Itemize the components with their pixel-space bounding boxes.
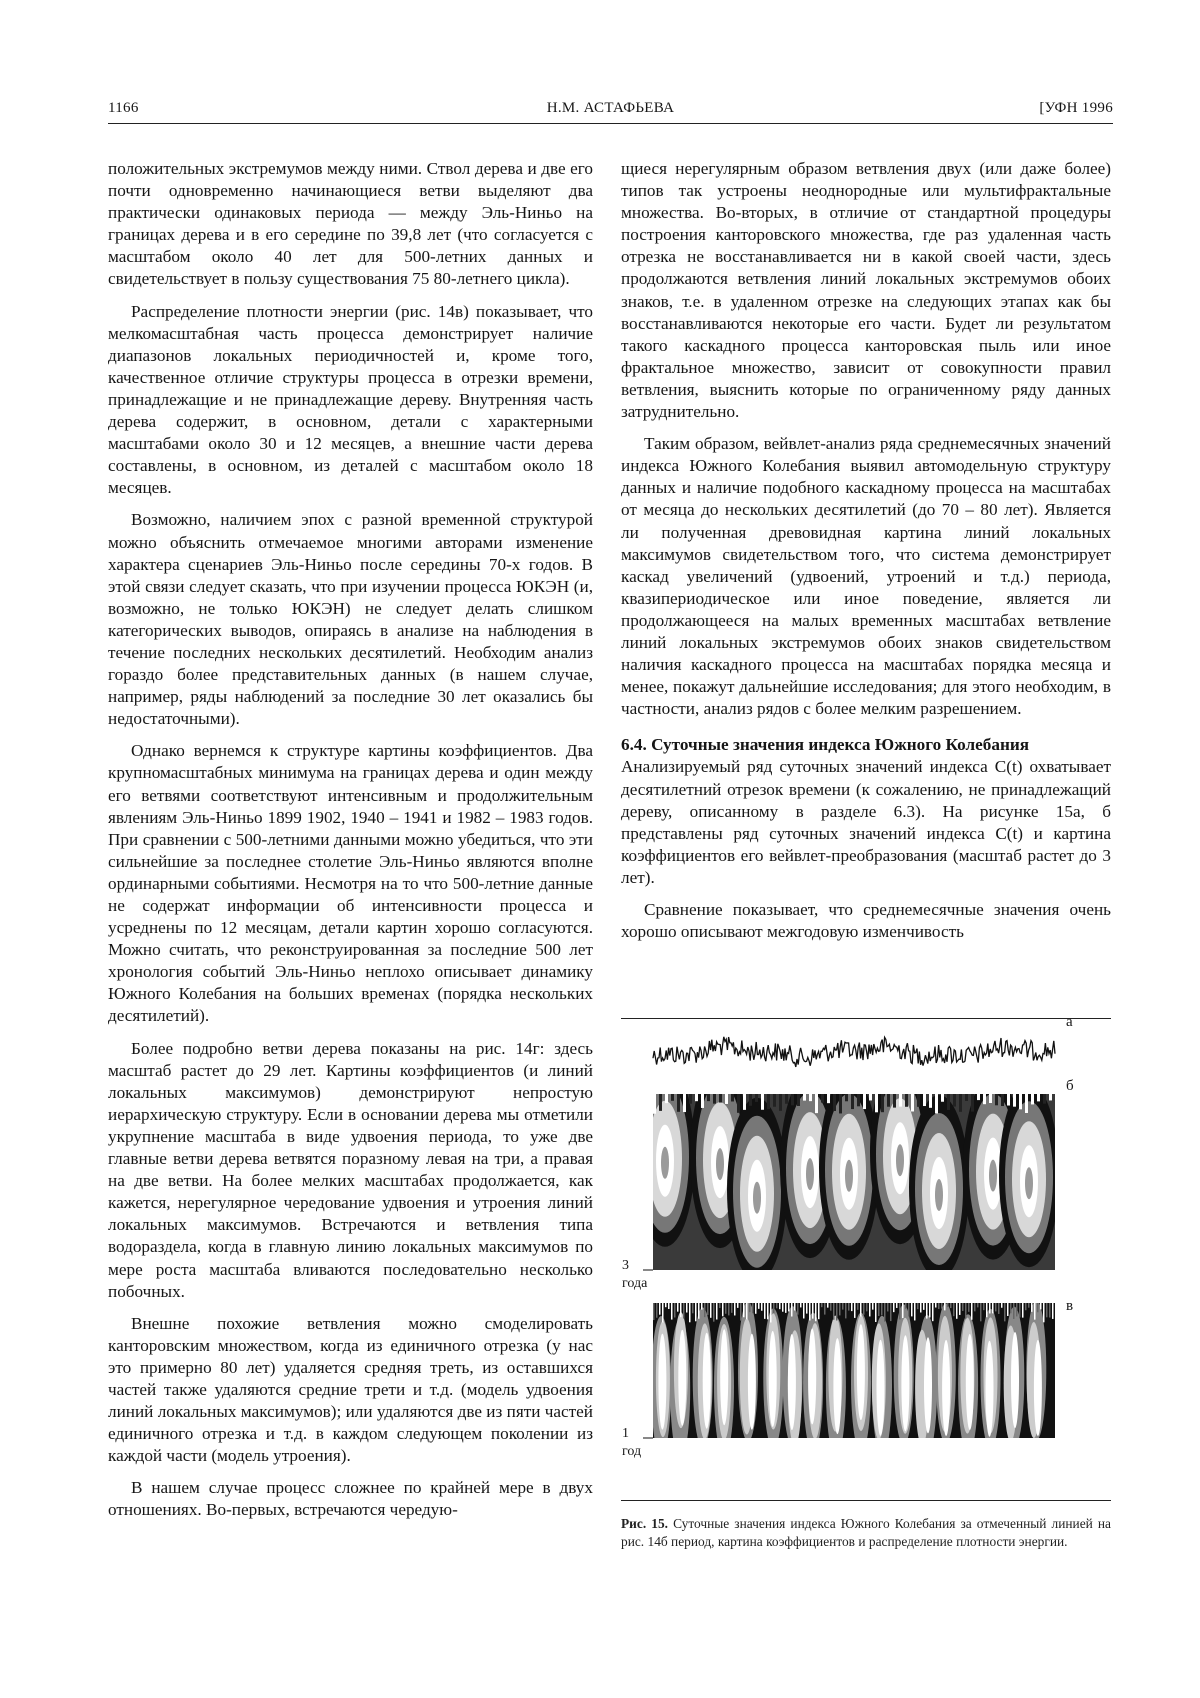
- scale-unit-years: года: [622, 1276, 648, 1291]
- energy-fine-detail: [938, 1303, 940, 1309]
- energy-density-contour: [966, 1334, 974, 1430]
- coefficient-fine-detail: [947, 1094, 950, 1110]
- energy-fine-detail: [971, 1303, 973, 1320]
- energy-fine-detail: [956, 1303, 958, 1319]
- figure-graphics: [621, 1020, 1111, 1510]
- coefficient-fine-detail: [899, 1094, 902, 1107]
- running-header: [108, 100, 1113, 124]
- energy-fine-detail: [875, 1303, 877, 1322]
- coefficient-fine-detail: [695, 1094, 698, 1101]
- coefficient-fine-detail: [893, 1094, 896, 1108]
- energy-fine-detail: [1043, 1303, 1045, 1322]
- energy-fine-detail: [884, 1303, 886, 1322]
- energy-fine-detail: [818, 1303, 820, 1319]
- energy-fine-detail: [980, 1303, 982, 1321]
- section-heading: 6.4. Суточные значения индекса Южного Колебания: [621, 735, 1030, 755]
- energy-fine-detail: [719, 1303, 721, 1308]
- energy-density-contour: [720, 1329, 728, 1425]
- energy-fine-detail: [686, 1303, 688, 1313]
- energy-density-contour: [986, 1341, 994, 1437]
- energy-fine-detail: [785, 1303, 787, 1313]
- energy-fine-detail: [1007, 1303, 1009, 1316]
- energy-density-contour: [748, 1334, 756, 1430]
- coefficient-fine-detail: [677, 1094, 680, 1112]
- energy-fine-detail: [1004, 1303, 1006, 1321]
- coefficient-fine-detail: [977, 1094, 980, 1100]
- energy-fine-detail: [941, 1303, 943, 1309]
- paragraph: Сравнение показывает, что среднемесячные значения очень хорошо описывают межгодовую изменчивость: [621, 900, 1111, 942]
- energy-fine-detail: [932, 1303, 934, 1321]
- energy-fine-detail: [917, 1303, 919, 1309]
- energy-fine-detail: [863, 1303, 865, 1315]
- energy-density-contour: [1011, 1332, 1019, 1428]
- energy-fine-detail: [1049, 1303, 1051, 1318]
- energy-fine-detail: [845, 1303, 847, 1318]
- coefficient-fine-detail: [983, 1094, 986, 1104]
- coefficient-contour: [935, 1179, 943, 1211]
- panel-label-c: в: [1066, 1298, 1074, 1314]
- wavelet-coefficients-image: [635, 1060, 1059, 1282]
- coefficient-fine-detail: [809, 1094, 812, 1101]
- energy-density-contour: [658, 1334, 666, 1430]
- energy-fine-detail: [944, 1303, 946, 1310]
- energy-fine-detail: [773, 1303, 775, 1313]
- energy-fine-detail: [1034, 1303, 1036, 1320]
- paragraph: Таким образом, вейвлет-анализ ряда среднемесячных значений индекса Южного Колебания выявил автомодельную структуру данных и наличие подобного каскадному процесса на масштабах от месяца до нескольких десятилетий (до 70 – 80 лет). Является ли полученная древовидная картина линий локальных максимумов свидетельством того, что система демонстрирует каскад увеличений (удвоений, утроений и т.д.) периода, квазипериодическое или иное поведение, является ли продолжающееся на малых временных масштабах ветвление линий локальных экстремумов обоих знаков свидетельством наличия каскадного процесса на масштабах порядка месяца и менее, покажут дальнейшие исследования; для этого необходим, в частности, анализ рядов с более мелким разрешением.: [621, 434, 1111, 719]
- energy-density-contour: [703, 1333, 711, 1429]
- coefficient-fine-detail: [731, 1094, 734, 1101]
- coefficient-fine-detail: [737, 1094, 740, 1113]
- coefficient-fine-detail: [725, 1094, 728, 1104]
- coefficient-fine-detail: [935, 1094, 938, 1113]
- coefficient-fine-detail: [671, 1094, 674, 1101]
- energy-fine-detail: [707, 1303, 709, 1315]
- energy-fine-detail: [665, 1303, 667, 1307]
- coefficient-fine-detail: [887, 1094, 890, 1107]
- energy-fine-detail: [794, 1303, 796, 1310]
- energy-fine-detail: [920, 1303, 922, 1312]
- figure-caption: [621, 1515, 1111, 1550]
- energy-fine-detail: [908, 1303, 910, 1316]
- energy-fine-detail: [995, 1303, 997, 1311]
- energy-fine-detail: [923, 1303, 925, 1310]
- paragraph: щиеся нерегулярным образом ветвления двух (или даже более) типов так устроены неоднородные или мультифрактальные множества. Во-вторых, в отличие от стандартной процедуры построения канторовского множества, где раз удаленная часть отрезка не восстанавливается ни в какой своей части, здесь продолжаются ветвления линий локальных экстремумов обоих знаков, т.е. в удаленном отрезке на следующих этапах как бы восстанавливаются некоторые его части. Будет ли результатом такого каскадного процесса канторовская пыль или иное фрактальное множество, зависит от совокупности правил ветвления, выяснить которые по ограниченному ряду данных затруднительно.: [621, 159, 1111, 422]
- figure-15: [621, 1014, 1111, 1530]
- energy-fine-detail: [1013, 1303, 1015, 1319]
- energy-fine-detail: [659, 1303, 661, 1315]
- daily-index-series: [653, 1037, 1055, 1067]
- energy-fine-detail: [1046, 1303, 1048, 1317]
- energy-fine-detail: [836, 1303, 838, 1321]
- energy-fine-detail: [881, 1303, 883, 1315]
- coefficient-fine-detail: [971, 1094, 974, 1112]
- energy-fine-detail: [1040, 1303, 1042, 1309]
- energy-fine-detail: [755, 1303, 757, 1314]
- energy-density-image: [651, 1300, 1055, 1459]
- energy-density-contour: [924, 1337, 932, 1433]
- coefficient-fine-detail: [1031, 1094, 1034, 1104]
- author-name: Н.М. АСТАФЬЕВА: [546, 100, 675, 116]
- energy-fine-detail: [1037, 1303, 1039, 1312]
- paragraph: Распределение плотности энергии (рис. 14в) показывает, что мелкомасштабная часть процесса демонстрирует наличие диапазонов локальных периодичностей и, кроме того, качественное отличие структуры процесса в отрезки времени, принадлежащие и не принадлежащие дереву. Внутренняя часть дерева содержит, в основном, детали с характерными масштабами около 30 и 12 месяцев, а внешние части дерева составлены, в основном, из деталей с масштабом около 18 месяцев.: [108, 301, 593, 498]
- energy-fine-detail: [728, 1303, 730, 1315]
- energy-fine-detail: [788, 1303, 790, 1311]
- energy-fine-detail: [674, 1303, 676, 1317]
- energy-density-contour: [901, 1335, 909, 1431]
- energy-density-contour: [877, 1340, 885, 1436]
- energy-fine-detail: [776, 1303, 778, 1308]
- energy-fine-detail: [815, 1303, 817, 1321]
- energy-fine-detail: [737, 1303, 739, 1308]
- coefficient-fine-detail: [761, 1094, 764, 1110]
- energy-fine-detail: [803, 1303, 805, 1318]
- energy-density-contour: [808, 1328, 816, 1424]
- energy-fine-detail: [1028, 1303, 1030, 1308]
- coefficient-fine-detail: [683, 1094, 686, 1112]
- coefficient-fine-detail: [779, 1094, 782, 1111]
- energy-fine-detail: [905, 1303, 907, 1309]
- energy-fine-detail: [968, 1303, 970, 1312]
- coefficient-fine-detail: [1037, 1094, 1040, 1101]
- coefficient-fine-detail: [953, 1094, 956, 1107]
- energy-fine-detail: [782, 1303, 784, 1312]
- energy-fine-detail: [671, 1303, 673, 1320]
- coefficient-contour: [896, 1144, 904, 1176]
- energy-fine-detail: [761, 1303, 763, 1311]
- energy-fine-detail: [710, 1303, 712, 1318]
- energy-fine-detail: [860, 1303, 862, 1316]
- caption-text: Суточные значения индекса Южного Колебания за отмеченный линией на рис. 14б период, картина коэффициентов и распределение плотности энергии.: [621, 1516, 1111, 1549]
- coefficient-fine-detail: [701, 1094, 704, 1108]
- coefficient-fine-detail: [1049, 1094, 1052, 1100]
- energy-fine-detail: [974, 1303, 976, 1311]
- coefficient-fine-detail: [821, 1094, 824, 1103]
- energy-density-contour: [833, 1338, 841, 1434]
- energy-fine-detail: [887, 1303, 889, 1311]
- energy-fine-detail: [869, 1303, 871, 1316]
- coefficient-fine-detail: [923, 1094, 926, 1106]
- energy-density-contour: [942, 1340, 950, 1436]
- coefficient-fine-detail: [755, 1094, 758, 1102]
- energy-fine-detail: [695, 1303, 697, 1321]
- coefficient-fine-detail: [713, 1094, 716, 1104]
- energy-fine-detail: [1010, 1303, 1012, 1313]
- coefficient-fine-detail: [743, 1094, 746, 1110]
- energy-fine-detail: [716, 1303, 718, 1319]
- right-column: [621, 158, 1111, 953]
- energy-fine-detail: [1025, 1303, 1027, 1310]
- energy-fine-detail: [800, 1303, 802, 1307]
- energy-fine-detail: [959, 1303, 961, 1315]
- coefficient-fine-detail: [995, 1094, 998, 1105]
- coefficient-fine-detail: [791, 1094, 794, 1105]
- coefficient-fine-detail: [929, 1094, 932, 1108]
- coefficient-fine-detail: [1025, 1094, 1028, 1113]
- coefficient-fine-detail: [767, 1094, 770, 1109]
- energy-fine-detail: [656, 1303, 658, 1318]
- paragraph: Однако вернемся к структуре картины коэффициентов. Два крупномасштабных минимума на границах дерева и один между его ветвями соответствуют интенсивным и продолжительным явлениям Эль-Ниньо 1899 1902, 1940 – 1941 и 1982 – 1983 годов. При сравнении с 500-летними данными можно убедиться, что эти сильнейшие за последнее столетие Эль-Ниньо являются вполне ординарными событиями. Несмотря на то что 500-летние данные не содержат информации об интенсивности процесса и усреднены по 12 месяцам, детали картин хорошо согласуются. Можно считать, что реконструированная за последние 500 лет хронология событий Эль-Ниньо неплохо описывает динамику Южного Колебания на больших временах (порядка нескольких десятилетий).: [108, 741, 593, 1026]
- figure-bottom-rule: [621, 1500, 1111, 1501]
- energy-fine-detail: [872, 1303, 874, 1310]
- energy-fine-detail: [749, 1303, 751, 1312]
- energy-fine-detail: [989, 1303, 991, 1313]
- energy-fine-detail: [965, 1303, 967, 1319]
- energy-fine-detail: [986, 1303, 988, 1317]
- panel-label-a: а: [1066, 1014, 1073, 1030]
- caption-label: Рис. 15.: [621, 1516, 668, 1531]
- coefficient-fine-detail: [1043, 1094, 1046, 1104]
- coefficient-fine-detail: [815, 1094, 818, 1113]
- energy-fine-detail: [692, 1303, 694, 1313]
- energy-fine-detail: [746, 1303, 748, 1319]
- energy-fine-detail: [698, 1303, 700, 1319]
- energy-fine-detail: [896, 1303, 898, 1308]
- energy-fine-detail: [701, 1303, 703, 1310]
- energy-fine-detail: [947, 1303, 949, 1307]
- coefficient-fine-detail: [1013, 1094, 1016, 1107]
- energy-fine-detail: [809, 1303, 811, 1320]
- energy-fine-detail: [668, 1303, 670, 1309]
- paragraph: Внешне похожие ветвления можно смоделировать канторовским множеством, когда из единичного отрезка (у нас это примерно 80 лет) удаляется средняя треть, из оставшихся частей также удаляются средние трети и т.д. (модель удвоения линий локальных максимумов); или удаляются две из пяти частей единичного отрезка и т.д. в каждом следующем поколении из каждой части (модель утроения).: [108, 1313, 593, 1466]
- energy-density-contour: [788, 1334, 796, 1430]
- energy-fine-detail: [911, 1303, 913, 1316]
- header-rule: [108, 123, 1113, 124]
- coefficient-fine-detail: [1019, 1094, 1022, 1109]
- energy-fine-detail: [962, 1303, 964, 1311]
- figure-top-rule: [621, 1018, 1111, 1019]
- energy-fine-detail: [878, 1303, 880, 1316]
- coefficient-fine-detail: [959, 1094, 962, 1112]
- coefficient-fine-detail: [881, 1094, 884, 1112]
- panel-label-b: б: [1066, 1078, 1074, 1094]
- coefficient-fine-detail: [659, 1094, 662, 1111]
- energy-fine-detail: [764, 1303, 766, 1319]
- energy-fine-detail: [1052, 1303, 1054, 1319]
- coefficient-fine-detail: [797, 1094, 800, 1106]
- energy-fine-detail: [806, 1303, 808, 1314]
- energy-fine-detail: [851, 1303, 853, 1311]
- energy-fine-detail: [935, 1303, 937, 1308]
- coefficient-fine-detail: [911, 1094, 914, 1111]
- coefficient-fine-detail: [839, 1094, 842, 1113]
- energy-fine-detail: [833, 1303, 835, 1320]
- energy-fine-detail: [824, 1303, 826, 1315]
- energy-fine-detail: [866, 1303, 868, 1311]
- coefficient-fine-detail: [989, 1094, 992, 1103]
- coefficient-fine-detail: [1001, 1094, 1004, 1106]
- energy-fine-detail: [857, 1303, 859, 1310]
- energy-fine-detail: [1019, 1303, 1021, 1317]
- coefficient-fine-detail: [863, 1094, 866, 1109]
- coefficient-fine-detail: [833, 1094, 836, 1111]
- energy-fine-detail: [791, 1303, 793, 1317]
- energy-fine-detail: [653, 1303, 655, 1320]
- paragraph: Анализируемый ряд суточных значений индекса C(t) охватывает десятилетний отрезок времени (к сожалению, не принадлежащий дереву, описанному в разделе 6.3). На рисунке 15а, б представлены ряд суточных значений индекса C(t) и картина коэффициентов его вейвлет-преобразования (масштаб растет до 3 лет).: [621, 757, 1111, 887]
- energy-fine-detail: [722, 1303, 724, 1316]
- coefficient-fine-detail: [803, 1094, 806, 1101]
- energy-fine-detail: [725, 1303, 727, 1314]
- energy-fine-detail: [743, 1303, 745, 1317]
- energy-fine-detail: [704, 1303, 706, 1317]
- energy-fine-detail: [899, 1303, 901, 1319]
- paragraph: положительных экстремумов между ними. Ствол дерева и две его почти одновременно начинающиеся ветви выделяют два практически одинаковых периода — между Эль-Ниньо на границах дерева и в его середине по 39,8 лет (что согласуется с масштабом около 40 лет для 500-летних данных и свидетельствует в пользу существования 75 80-летнего цикла).: [108, 159, 593, 289]
- energy-fine-detail: [689, 1303, 691, 1322]
- coefficient-fine-detail: [653, 1094, 656, 1114]
- energy-fine-detail: [821, 1303, 823, 1307]
- coefficient-fine-detail: [719, 1094, 722, 1103]
- energy-fine-detail: [797, 1303, 799, 1315]
- energy-fine-detail: [950, 1303, 952, 1308]
- energy-fine-detail: [1031, 1303, 1033, 1312]
- coefficient-contour: [753, 1182, 761, 1214]
- coefficient-fine-detail: [851, 1094, 854, 1109]
- coefficient-fine-detail: [749, 1094, 752, 1106]
- scale-value-3: 3: [622, 1258, 629, 1273]
- scale-unit-year: год: [622, 1444, 642, 1459]
- energy-fine-detail: [683, 1303, 685, 1319]
- energy-fine-detail: [848, 1303, 850, 1311]
- coefficient-fine-detail: [917, 1094, 920, 1107]
- energy-fine-detail: [767, 1303, 769, 1319]
- energy-fine-detail: [893, 1303, 895, 1312]
- coefficient-contour: [1025, 1167, 1033, 1199]
- energy-fine-detail: [1016, 1303, 1018, 1316]
- coefficient-fine-detail: [827, 1094, 830, 1103]
- coefficient-fine-detail: [857, 1094, 860, 1106]
- energy-fine-detail: [842, 1303, 844, 1310]
- coefficient-contour: [989, 1160, 997, 1192]
- coefficient-fine-detail: [773, 1094, 776, 1107]
- coefficient-fine-detail: [941, 1094, 944, 1102]
- journal-name: [УФН 1996: [1039, 100, 1113, 116]
- energy-fine-detail: [713, 1303, 715, 1322]
- paragraph: Более подробно ветви дерева показаны на рис. 14г: здесь масштаб растет до 29 лет. Картины коэффициентов (и линий локальных максимумов) демонстрируют непростую иерархическую структуру. Если в основании дерева мы отметили укрупнение масштаба в виде удвоения периода, то уже две главные ветви дерева ветвятся поразному левая на три, а правая на две ветви. На более мелких масштабах продолжается, как кажется, нерегулярное чередование удвоения и утроения линий локальных максимумов. Встречаются и ветвления типа водораздела, когда в главную линию локальных максимумов по мере роста масштаба вливаются последовательно несколько побочных.: [108, 1038, 593, 1301]
- scale-value-1: 1: [622, 1426, 629, 1441]
- coefficient-fine-detail: [1007, 1094, 1010, 1106]
- coefficient-fine-detail: [869, 1094, 872, 1100]
- energy-fine-detail: [830, 1303, 832, 1311]
- coefficient-contour: [661, 1147, 669, 1179]
- energy-density-contour: [1034, 1340, 1042, 1436]
- energy-fine-detail: [839, 1303, 841, 1315]
- energy-density-contour: [857, 1324, 865, 1420]
- page-number: 1166: [108, 100, 139, 116]
- energy-fine-detail: [992, 1303, 994, 1313]
- energy-fine-detail: [827, 1303, 829, 1308]
- coefficient-fine-detail: [707, 1094, 710, 1101]
- left-column: [108, 158, 593, 1532]
- paragraph: Возможно, наличием эпох с разной временной структурой можно объяснить отмечаемое многими авторами изменение характера сценариев Эль-Ниньо после середины 70-х годов. В этой связи следует сказать, что при изучении процесса ЮКЭН (и, возможно, не только ЮКЭН) не следует делать слишком категорических выводов, опираясь в анализе на наблюдения в течение последних нескольких десятилетий. Необходим анализ гораздо более представительных данных (в нашем случае, например, ряды наблюдений за последние 30 лет оказались бы недостаточными).: [108, 510, 593, 729]
- energy-density-contour: [769, 1331, 777, 1427]
- energy-fine-detail: [1001, 1303, 1003, 1308]
- energy-fine-detail: [680, 1303, 682, 1317]
- energy-fine-detail: [914, 1303, 916, 1320]
- energy-fine-detail: [926, 1303, 928, 1319]
- coefficient-fine-detail: [905, 1094, 908, 1107]
- energy-fine-detail: [731, 1303, 733, 1313]
- energy-fine-detail: [1022, 1303, 1024, 1318]
- energy-fine-detail: [740, 1303, 742, 1321]
- coefficient-fine-detail: [665, 1094, 668, 1103]
- energy-fine-detail: [998, 1303, 1000, 1314]
- coefficient-fine-detail: [875, 1094, 878, 1112]
- coefficient-contour: [806, 1158, 814, 1190]
- energy-fine-detail: [890, 1303, 892, 1321]
- energy-fine-detail: [677, 1303, 679, 1312]
- coefficient-contour: [716, 1148, 724, 1180]
- coefficient-fine-detail: [785, 1094, 788, 1104]
- energy-fine-detail: [977, 1303, 979, 1307]
- energy-fine-detail: [779, 1303, 781, 1309]
- energy-fine-detail: [854, 1303, 856, 1318]
- energy-fine-detail: [983, 1303, 985, 1310]
- energy-fine-detail: [734, 1303, 736, 1315]
- energy-fine-detail: [758, 1303, 760, 1309]
- coefficient-fine-detail: [965, 1094, 968, 1101]
- energy-fine-detail: [752, 1303, 754, 1313]
- coefficient-contour: [845, 1160, 853, 1192]
- energy-fine-detail: [953, 1303, 955, 1316]
- coefficient-fine-detail: [845, 1094, 848, 1101]
- energy-fine-detail: [902, 1303, 904, 1318]
- energy-fine-detail: [929, 1303, 931, 1317]
- energy-density-contour: [678, 1330, 686, 1426]
- energy-fine-detail: [812, 1303, 814, 1319]
- coefficient-fine-detail: [689, 1094, 692, 1104]
- paragraph: В нашем случае процесс сложнее по крайней мере в двух отношениях. Во-первых, встречаются чередую-: [108, 1478, 593, 1520]
- energy-fine-detail: [662, 1303, 664, 1322]
- energy-fine-detail: [770, 1303, 772, 1322]
